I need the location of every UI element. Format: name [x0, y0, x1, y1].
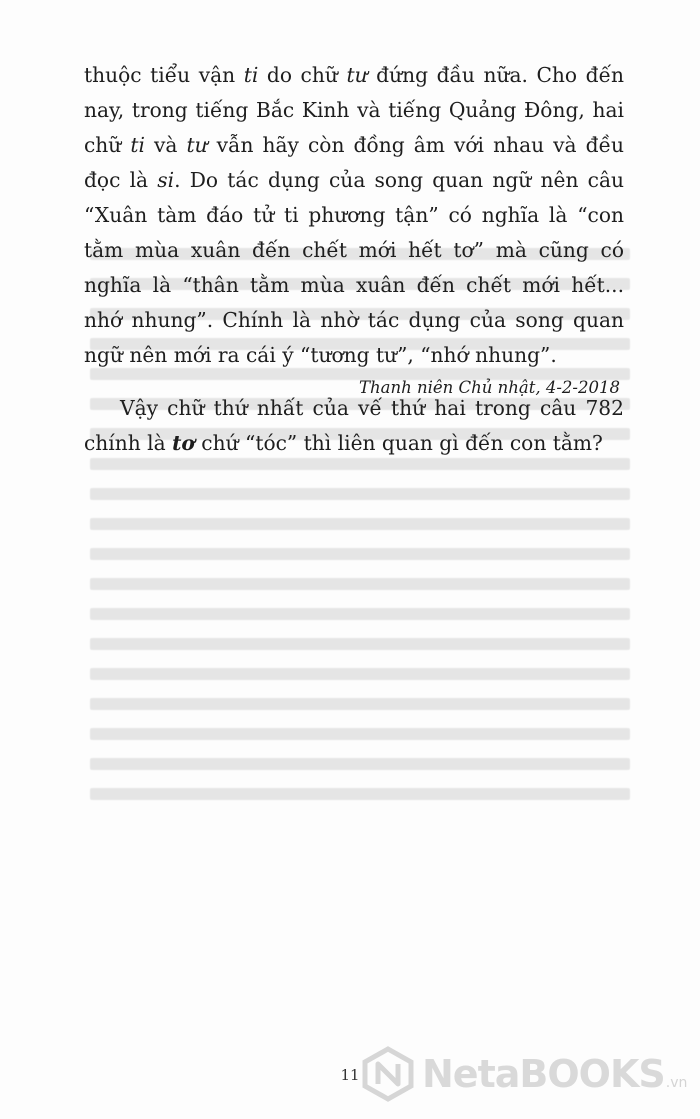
- text-run: đứng đầu nữa. Cho đến nay, trong tiếng Bắc Kinh và tiếng Quảng Đông, hai chữ: [84, 63, 625, 157]
- text-run: do chữ: [258, 63, 347, 87]
- italic-term-ti: ti: [130, 133, 145, 157]
- text-run: và: [144, 133, 187, 157]
- netabooks-logo-icon: [360, 1046, 416, 1102]
- page-number: 11: [340, 1066, 360, 1084]
- watermark: [360, 1044, 690, 1104]
- bold-italic-term-to: tơ: [172, 431, 195, 455]
- source-citation: [84, 378, 620, 397]
- source-date: , 4-2-2018: [535, 378, 620, 397]
- text-run: vẫn hãy còn đồng âm với nhau và đều đọc là: [84, 133, 624, 192]
- paragraph-1: [84, 58, 624, 373]
- text-run: thuộc tiểu vận: [84, 63, 244, 87]
- source-publication: Thanh niên Chủ nhật: [359, 378, 536, 397]
- italic-term-ti: ti: [243, 63, 259, 87]
- text-run: Vậy chữ thứ nhất của vế thứ hai trong câu 782 chính là: [84, 396, 624, 455]
- body-text: [84, 58, 624, 461]
- watermark-suffix: .vn: [665, 1075, 688, 1091]
- text-run: . Do tác dụng của song quan ngữ nên câu “Xuân tàm đáo tử ti phương tận” có nghĩa là “con tằm mùa xuân đến chết mới hết tơ” mà cũng có nghĩa là “thân tằm mùa xuân đến chết mới hết... nhớ nhung”. Chính là nhờ tác dụng của song quan ngữ nên mới ra cái ý “tương tư”, “nhớ nhung”.: [84, 168, 624, 367]
- paragraph-2: [84, 391, 624, 461]
- text-run: chứ “tóc” thì liên quan gì đến con tằm?: [194, 431, 603, 455]
- italic-term-si: si: [157, 168, 175, 192]
- italic-term-tu: tư: [186, 133, 208, 157]
- italic-term-tu: tư: [346, 63, 368, 87]
- watermark-brand: NetaBOOKS: [422, 1052, 665, 1096]
